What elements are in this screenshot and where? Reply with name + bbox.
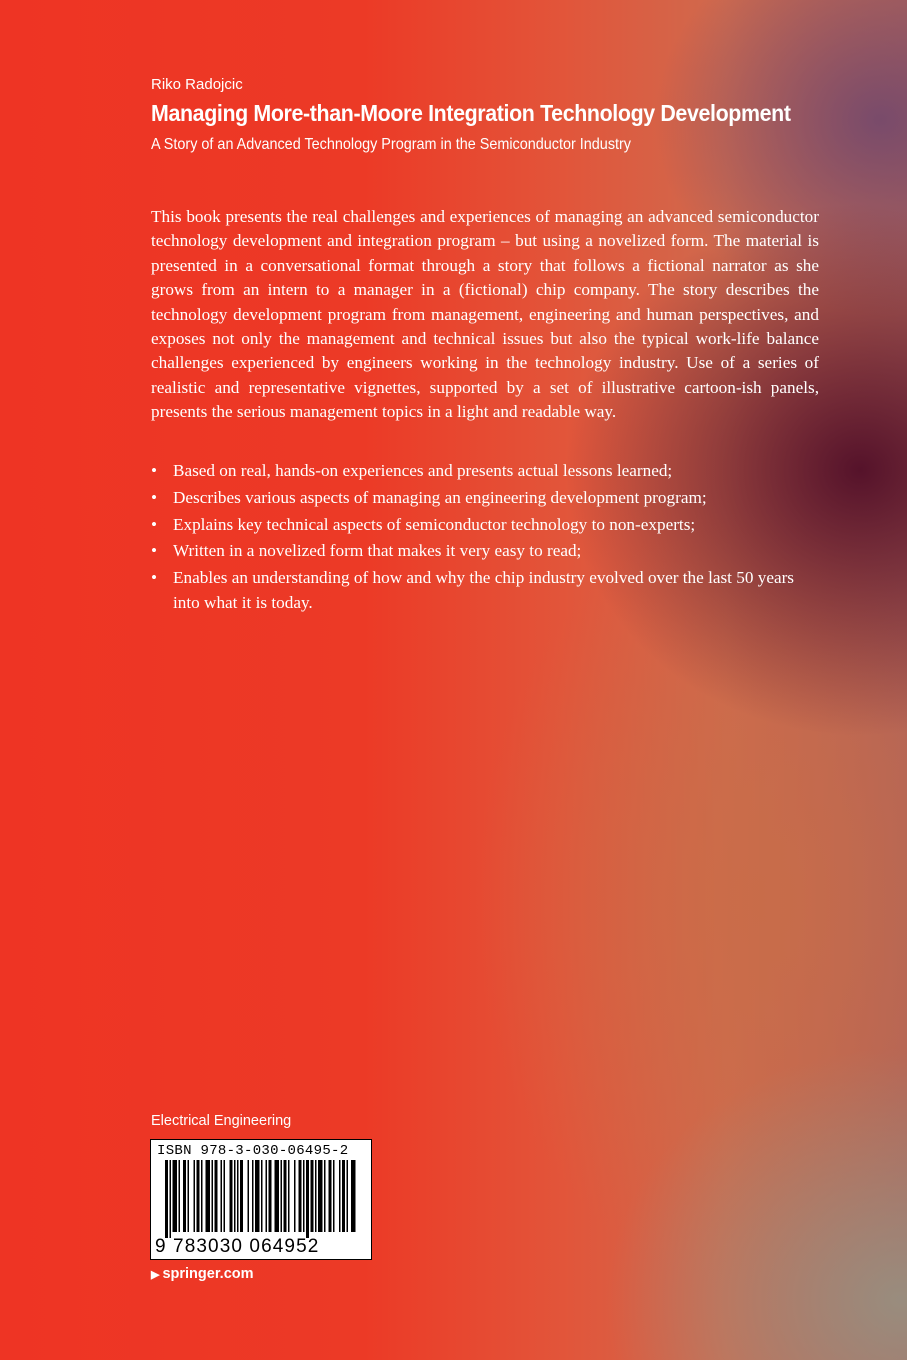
barcode-bar [284, 1160, 287, 1232]
barcode-bar [221, 1160, 223, 1232]
barcode-bar [179, 1160, 181, 1232]
barcode-bars [165, 1160, 361, 1238]
book-subtitle: A Story of an Advanced Technology Program in the Semiconductor Industry [151, 136, 632, 153]
list-item: • Written in a novelized form that makes it very easy to read; [151, 539, 819, 563]
bullet-icon: • [151, 514, 158, 534]
barcode-bar [170, 1160, 172, 1238]
barcode-bar [347, 1160, 349, 1232]
barcode-bar [324, 1160, 326, 1232]
barcode-bar [303, 1160, 305, 1232]
book-description: This book presents the real challenges and experiences of managing an advanced semiconductor technology development and integration program – but using a novelized form. The material is presented in a conversational format through a story that follows a fictional narrator as she grows from an intern to a manager in a (fictional) chip company. The story describes the technology development program from management, engineering and human perspectives, and exposes not only the management and technical issues but also the typical work-life balance challenges experienced by engineers working in the technology industry. Use of a series of realistic and representative vignettes, supported by a set of illustrative cartoon-ish panels, presents the serious management topics in a light and readable way. [151, 207, 819, 422]
barcode-bar [281, 1160, 283, 1232]
barcode-bar [215, 1160, 218, 1232]
barcode-bar [188, 1160, 190, 1232]
barcode-bar [306, 1160, 309, 1238]
barcode-bar [240, 1160, 243, 1232]
barcode-bar [224, 1160, 226, 1232]
barcode-bar [275, 1160, 280, 1232]
bullet-icon: • [151, 541, 158, 561]
barcode-bar [318, 1160, 323, 1232]
barcode-bar [266, 1160, 268, 1232]
barcode-bar [311, 1160, 314, 1232]
barcode-bar [201, 1160, 203, 1232]
barcode-bar [206, 1160, 211, 1232]
barcode-bar [255, 1160, 260, 1232]
barcode-bar [165, 1160, 168, 1238]
author-name: Riko Radojcic [151, 76, 243, 93]
list-item: • Enables an understanding of how and why the chip industry evolved over the last 50 years into what it is today. [151, 568, 794, 612]
barcode-bar [197, 1160, 200, 1232]
barcode-bar [194, 1160, 196, 1232]
bullet-icon: • [151, 461, 158, 480]
subject-category: Electrical Engineering [151, 1113, 292, 1129]
barcode-bar [288, 1160, 290, 1232]
barcode-bar [333, 1160, 335, 1232]
barcode-bar [173, 1160, 178, 1232]
publisher-url: springer.com [162, 1266, 254, 1282]
bullet-icon: • [151, 487, 158, 507]
ean-digits: 9 783030 064952 [155, 1236, 320, 1257]
barcode-bar [339, 1160, 341, 1232]
barcode-bar [183, 1160, 186, 1232]
publisher-link[interactable] [151, 1266, 254, 1282]
barcode-bar [315, 1160, 317, 1232]
list-item: • Explains key technical aspects of semiconductor technology to non-experts; [151, 513, 819, 537]
list-item: • Based on real, hands-on experiences and presents actual lessons learned; [151, 459, 819, 483]
bullet-icon: • [151, 568, 158, 588]
barcode-bar [234, 1160, 236, 1232]
book-title: Managing More-than-Moore Integration Technology Development [151, 100, 791, 126]
barcode-bar [351, 1160, 356, 1232]
barcode-bar [212, 1160, 214, 1232]
barcode-bar [261, 1160, 263, 1232]
barcode-bar [269, 1160, 272, 1232]
barcode-bar [230, 1160, 233, 1232]
barcode-bar [252, 1160, 254, 1232]
barcode-bar [294, 1160, 296, 1232]
isbn-barcode [150, 1139, 372, 1260]
arrow-right-icon: ▶ [151, 1269, 160, 1281]
barcode-bar [342, 1160, 345, 1232]
isbn-label: ISBN 978-3-030-06495-2 [157, 1143, 349, 1159]
barcode-bar [329, 1160, 332, 1232]
list-item: • Describes various aspects of managing an engineering development program; [151, 486, 819, 510]
barcode-bar [237, 1160, 239, 1232]
feature-list [151, 459, 819, 617]
barcode-bar [248, 1160, 250, 1232]
barcode-bar [299, 1160, 302, 1232]
